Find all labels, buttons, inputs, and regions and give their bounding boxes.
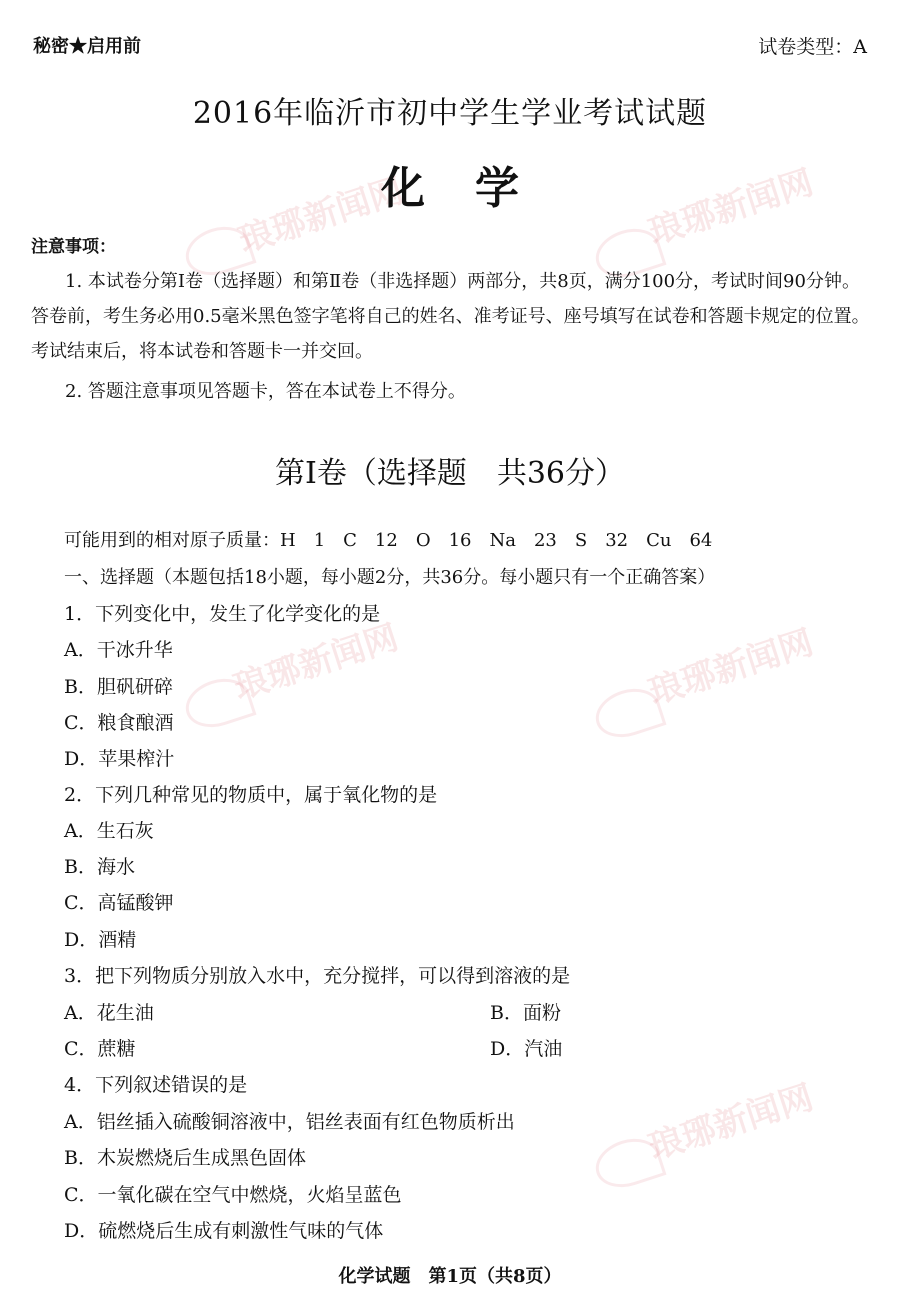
notice-item-1: 1. 本试卷分第Ⅰ卷（选择题）和第Ⅱ卷（非选择题）两部分，共8页，满分100分，考试时间90分钟。答卷前，考生务必用0.5毫米黑色签字笔将自己的姓名、准考证号、座号填写在试卷和答题卡规定的位置。考试结束后，将本试卷和答题卡一并交回。: [31, 271, 870, 362]
exam-title: 2016年临沂市初中学生学业考试试题: [192, 96, 708, 131]
question-1-option-d: D．苹果榨汁: [64, 748, 175, 770]
question-4-option-c: C．一氧化碳在空气中燃烧，火焰呈蓝色: [64, 1184, 402, 1206]
question-1-stem: 1．下列变化中，发生了化学变化的是: [64, 603, 381, 625]
question-1-option-b: B．胆矾研碎: [64, 676, 173, 698]
question-4-option-a: A．铝丝插入硫酸铜溶液中，铝丝表面有红色物质析出: [64, 1111, 515, 1133]
watermark: 琅琊新闻网: [644, 1077, 819, 1169]
question-2-option-b: B．海水: [64, 856, 135, 878]
notice-item-2: 2. 答题注意事项见答题卡，答在本试卷上不得分。: [65, 381, 466, 402]
question-3-stem: 3．把下列物质分别放入水中，充分搅拌，可以得到溶液的是: [64, 965, 571, 987]
watermark: 琅琊新闻网: [234, 170, 409, 262]
watermark: 琅琊新闻网: [644, 162, 819, 254]
watermark: 琅琊新闻网: [229, 617, 404, 709]
secret-label: 秘密★启用前: [33, 36, 141, 57]
part-heading: 一、选择题（本题包括18小题，每小题2分，共36分。每小题只有一个正确答案）: [64, 567, 716, 588]
question-2-stem: 2．下列几种常见的物质中，属于氧化物的是: [64, 784, 438, 806]
watermark: 琅琊新闻网: [644, 622, 819, 714]
page-footer: 化学试题 第1页（共8页）: [338, 1266, 562, 1287]
question-1-option-c: C．粮食酿酒: [64, 712, 174, 734]
question-1-option-a: A．干冰升华: [64, 639, 173, 661]
question-3-option-d: D．汽油: [490, 1038, 563, 1060]
section-title: 第Ⅰ卷（选择题 共36分）: [274, 456, 626, 491]
question-3-option-a: A．花生油: [64, 1002, 154, 1024]
question-2-option-c: C．高锰酸钾: [64, 892, 174, 914]
question-4-option-d: D．硫燃烧后生成有刺激性气味的气体: [64, 1220, 384, 1242]
question-2-option-d: D．酒精: [64, 929, 137, 951]
question-4-stem: 4．下列叙述错误的是: [64, 1074, 248, 1096]
question-3-option-c: C．蔗糖: [64, 1038, 136, 1060]
question-4-option-b: B．木炭燃烧后生成黑色固体: [64, 1147, 306, 1169]
question-2-option-a: A．生石灰: [64, 820, 154, 842]
paper-type: 试卷类型：A: [758, 36, 867, 58]
atomic-masses: 可能用到的相对原子质量：H 1 C 12 O 16 Na 23 S 32 Cu 64: [64, 530, 713, 551]
question-3-option-b: B．面粉: [490, 1002, 561, 1024]
subject-title: 化学: [381, 163, 569, 214]
notice-heading: 注意事项：: [31, 237, 116, 257]
